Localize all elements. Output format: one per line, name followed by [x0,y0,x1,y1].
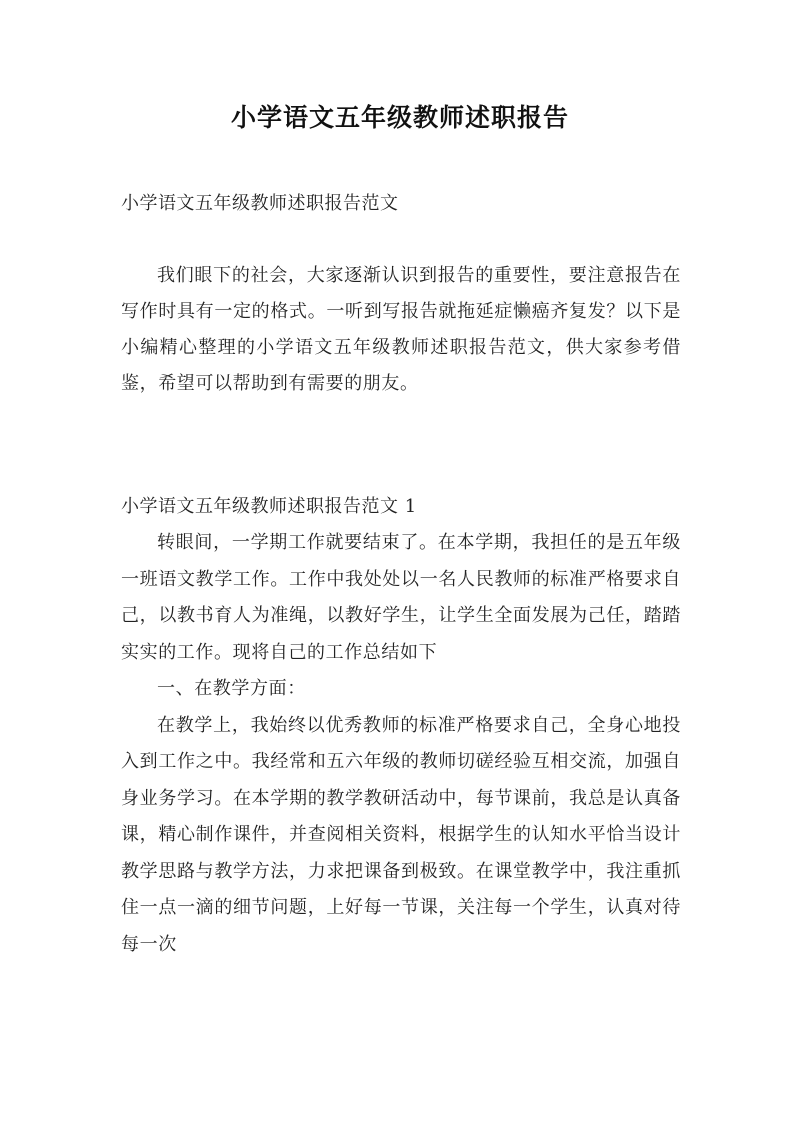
body-section [121,525,681,963]
intro-section [121,258,681,402]
body-paragraph-1: 转眼间，一学期工作就要结束了。在本学期，我担任的是五年级一班语文教学工作。工作中我处处以一名人民教师的标准严格要求自己，以教书育人为准绳，以教好学生，让学生全面发展为己任，踏踏实实的工作。现将自己的工作总结如下 [121,532,681,663]
document-subtitle: 小学语文五年级教师述职报告范文 [121,193,399,214]
body-paragraph-3: 在教学上，我始终以优秀教师的标准严格要求自己，全身心地投入到工作之中。我经常和五六年级的教师切磋经验互相交流，加强自身业务学习。在本学期的教学教研活动中，每节课前，我总是认真备课，精心制作课件，并查阅相关资料，根据学生的认知水平恰当设计教学思路与教学方法，力求把课备到极致。在课堂教学中，我注重抓住一点一滴的细节问题，上好每一节课，关注每一个学生，认真对待每一次 [121,714,681,955]
document-title: 小学语文五年级教师述职报告 [230,103,569,132]
section-heading: 小学语文五年级教师述职报告范文 1 [121,496,417,517]
body-paragraph-2: 一、在教学方面： [157,678,306,699]
intro-paragraph: 我们眼下的社会，大家逐渐认识到报告的重要性，要注意报告在写作时具有一定的格式。一听到写报告就拖延症懒癌齐复发？以下是小编精心整理的小学语文五年级教师述职报告范文，供大家参考借鉴，希望可以帮助到有需要的朋友。 [121,265,681,394]
